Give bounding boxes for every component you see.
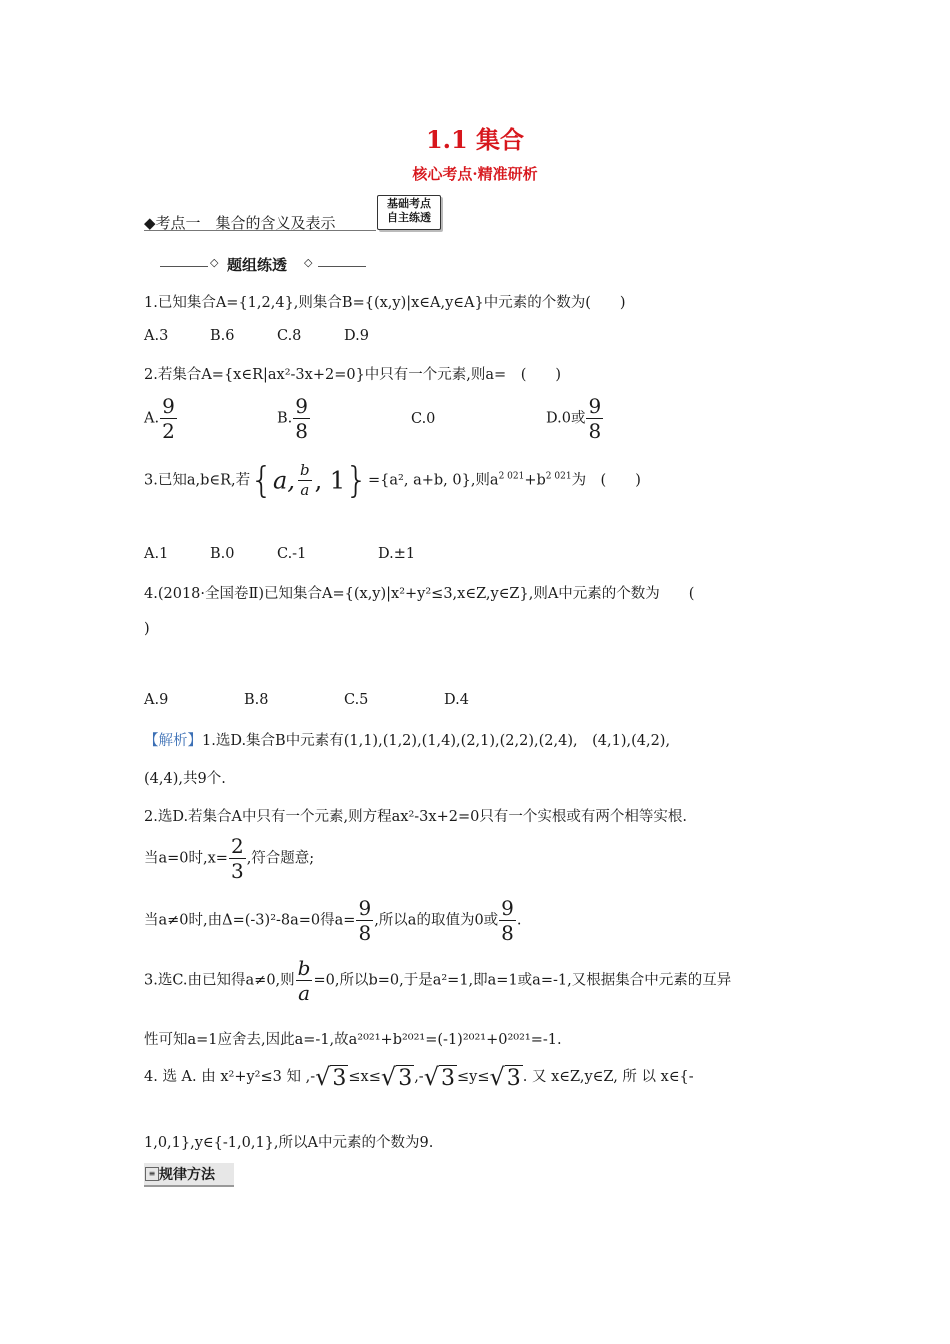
q3-opt-a: A.1 xyxy=(144,546,169,562)
a2-line3: 当a≠0时,由Δ=(-3)²-8a=0得a= $\frac{9}{8}$ ,所以a的取值为0或 $\frac{9}{8}$ . xyxy=(144,896,522,945)
group-left-line xyxy=(160,266,208,267)
right-brace: } xyxy=(345,460,369,501)
section-underline xyxy=(144,230,376,231)
badge-line-1: 基础考点 xyxy=(387,197,431,210)
a1-line1: 【解析】1.选D.集合B中元素有(1,1),(1,2),(1,4),(2,1),(2,2),(2,4), (4,1),(4,2), xyxy=(144,733,671,749)
q1-opt-a: A.3 xyxy=(144,328,169,344)
a3-line2: 性可知a=1应舍去,因此a=-1,故a²⁰²¹+b²⁰²¹=(-1)²⁰²¹+0²⁰²¹=-1. xyxy=(144,1032,562,1048)
q3-stem: 3.已知a,b∈R,若{a, $\frac{b}{a}$ , 1}={a², a+b, 0},则$a^{2 021}+b^{2 021}$为 ( ) xyxy=(144,460,641,501)
q4-opt-c: C.5 xyxy=(344,692,369,708)
q3-opt-c: C.-1 xyxy=(277,546,307,562)
a2-line1: 2.选D.若集合A中只有一个元素,则方程ax²-3x+2=0只有一个实根或有两个相等实根. xyxy=(144,809,687,825)
jiexi-tag: 【解析】 xyxy=(144,733,202,749)
a3-line1: 3.选C.由已知得a≠0,则 $\frac{b}{a}$ =0,所以b=0,于是a²=1,即a=1或a=-1,又根据集合中元素的互异 xyxy=(144,956,732,1005)
diamond-bullet-icon: ◆ xyxy=(144,214,156,232)
a2-line2: 当a=0时,x= $\frac{2}{3}$ ,符合题意; xyxy=(144,834,315,883)
section-label: 考点一 集合的含义及表示 xyxy=(155,214,336,232)
q4-stem-line1: 4.(2018·全国卷Ⅱ)已知集合A={(x,y)|x²+y²≤3,x∈Z,y∈Z},则A中元素的个数为 ( xyxy=(144,586,695,602)
q2-opt-c: C.0 xyxy=(411,411,436,427)
diamond-left-icon: ◇ xyxy=(210,256,219,269)
q4-opt-b: B.8 xyxy=(244,692,269,708)
method-label-bar xyxy=(144,1163,234,1187)
page-subtitle: 核心考点·精准研析 xyxy=(412,165,538,183)
method-label: 规律方法 xyxy=(159,1167,215,1183)
method-icon: ≡ xyxy=(145,1167,159,1181)
q3-opt-b: B.0 xyxy=(210,546,235,562)
group-right-line xyxy=(318,266,366,267)
q1-opt-c: C.8 xyxy=(277,328,302,344)
badge-line-2: 自主练透 xyxy=(387,211,431,224)
q3-opt-d: D.±1 xyxy=(378,546,416,562)
a4-line2: 1,0,1},y∈{-1,0,1},所以A中元素的个数为9. xyxy=(144,1135,434,1151)
q2-opt-a: A. $\frac{9}{2}$ xyxy=(144,394,175,443)
q1-opt-d: D.9 xyxy=(344,328,369,344)
q2-opt-d: D.0或 $\frac{9}{8}$ xyxy=(546,394,602,443)
a1-line2: (4,4),共9个. xyxy=(144,771,226,787)
diamond-right-icon: ◇ xyxy=(304,256,313,269)
a4-line1: 4. 选 A. 由 x²+y²≤3 知 ,-√3 ≤x≤√3 ,-√3 ≤y≤√3 . 又 x∈Z,y∈Z, 所 以 x∈{- xyxy=(144,1063,694,1091)
q4-opt-a: A.9 xyxy=(144,692,169,708)
q1-stem: 1.已知集合A={1,2,4},则集合B={(x,y)|x∈A,y∈A}中元素的个数为( ) xyxy=(144,295,626,311)
page-title: 1.1 集合 xyxy=(425,125,525,154)
q2-opt-b: B. $\frac{9}{8}$ xyxy=(277,394,308,443)
q2-stem: 2.若集合A={x∈R|ax²-3x+2=0}中只有一个元素,则a= ( ) xyxy=(144,367,562,383)
group-label-bar xyxy=(160,254,365,278)
q1-opt-b: B.6 xyxy=(210,328,235,344)
q4-stem-line2: ) xyxy=(144,621,150,637)
group-label: 题组练透 xyxy=(227,256,288,274)
left-brace: { xyxy=(250,460,274,501)
section-badge xyxy=(377,195,441,230)
q4-opt-d: D.4 xyxy=(444,692,469,708)
